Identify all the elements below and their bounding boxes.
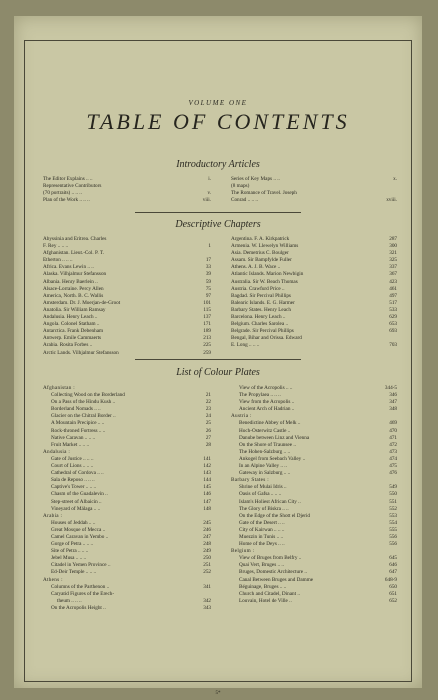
- toc-entry: [43, 321, 211, 328]
- entry-page-number: 300: [389, 243, 397, 250]
- toc-entry: [231, 342, 397, 349]
- entry-title: Assam. Sir Bampfylde Fuller: [231, 257, 292, 264]
- toc-entry: [231, 286, 397, 293]
- toc-entry: [43, 435, 211, 442]
- entry-page-number: 348: [389, 406, 397, 413]
- toc-entry: [43, 470, 211, 477]
- entry-title: Ancient Arch of Hadrian ..: [239, 406, 295, 413]
- toc-entry: [43, 293, 211, 300]
- toc-entry: [43, 271, 211, 278]
- entry-title: Vineyard of Málaga .. ..: [51, 505, 101, 512]
- entry-title: Islam's Holiest African City ..: [239, 498, 301, 505]
- entry-title: Asia. Demetrius C. Boulger: [231, 250, 289, 257]
- entry-page-number: 645: [389, 555, 397, 562]
- entry-title: Captive's Tower .. .. ..: [51, 484, 97, 491]
- toc-entry: [43, 562, 211, 569]
- entry-title: In an Alpine Valley .. ..: [239, 463, 287, 470]
- divider: [135, 212, 301, 213]
- entry-title: Site of Petra .. .. ..: [51, 548, 89, 555]
- toc-entry: [231, 307, 397, 314]
- entry-page-number: 142: [203, 463, 211, 470]
- entry-title: Jebel Musa .. .. ..: [51, 555, 87, 562]
- entry-title: Belgium. Charles Sarolea ..: [231, 321, 289, 328]
- entry-title: Series of Key Maps .. ..: [231, 176, 280, 182]
- entry-title: Gateway in Salzburg .. ..: [239, 470, 291, 477]
- entry-title: Louvain, Hotel de Ville ..: [239, 597, 292, 604]
- entry-page-number: 474: [389, 455, 397, 462]
- intro-right-column: [231, 176, 397, 204]
- entry-title: Béguinage, Bruges .. ..: [239, 583, 287, 590]
- entry-title: Alaska. Vilhjalmur Stefansson: [43, 271, 107, 278]
- entry-title: Belgrade. Sir Percival Phillips: [231, 328, 294, 335]
- entry-page-number: 252: [203, 569, 211, 576]
- entry-page-number: 59: [205, 278, 211, 285]
- toc-entry: [43, 499, 211, 506]
- entry-title: City of Kairwan .. .. ..: [239, 526, 285, 533]
- entry-title: Hoch-Osterwitz Castle ..: [239, 427, 291, 434]
- entry-title: Benedictine Abbey of Melk ..: [239, 420, 301, 427]
- toc-entry: [231, 335, 397, 342]
- entry-title: Gorge of Petra .. .. ..: [51, 541, 94, 548]
- entry-page-number: 24: [205, 413, 211, 420]
- entry-title: Great Mosque of Mecca ..: [51, 526, 106, 533]
- toc-entry: [43, 555, 211, 562]
- toc-entry: [231, 577, 397, 584]
- entry-page-number: 26: [205, 427, 211, 434]
- entry-title: Collecting Wood on the Borderland: [51, 392, 125, 399]
- entry-page-number: 143: [203, 470, 211, 477]
- toc-entry: [231, 420, 397, 427]
- entry-title: Arabia. Rosita Forbes ..: [43, 342, 93, 349]
- entry-page-number: x.: [393, 176, 397, 182]
- toc-entry: [231, 520, 397, 527]
- entry-page-number: 556: [389, 533, 397, 540]
- entry-page-number: 693: [389, 328, 397, 335]
- toc-group-heading: [43, 449, 211, 456]
- toc-entry: [231, 314, 397, 321]
- toc-entry: [231, 555, 397, 562]
- toc-entry: [43, 413, 211, 420]
- entry-page-number: 343: [203, 604, 211, 611]
- toc-entry: [43, 605, 211, 612]
- plates-right-column: [231, 385, 397, 605]
- entry-title: Camel Caravan in Yembo ..: [51, 533, 109, 540]
- toc-entry: [43, 406, 211, 413]
- entry-page-number: 549: [389, 484, 397, 491]
- entry-page-number: 21: [205, 392, 211, 399]
- entry-page-number: 141: [203, 455, 211, 462]
- entry-page-number: 146: [203, 491, 211, 498]
- entry-page-number: 225: [203, 342, 211, 349]
- entry-title: Abyssinia and Eritrea. Charles: [43, 236, 107, 242]
- entry-title: On a Pass of the Hindu Kush ..: [51, 399, 116, 406]
- entry-title: Barbary States :: [231, 477, 269, 484]
- entry-page-number: 497: [389, 292, 397, 299]
- entry-page-number: 101: [203, 299, 211, 306]
- entry-page-number: 144: [203, 477, 211, 484]
- entry-title: Chasm of the Guadalevin ..: [51, 491, 108, 498]
- toc-entry: [43, 350, 211, 357]
- entry-title: Home of the Deys .. ..: [239, 541, 285, 548]
- plates-left-column: [43, 385, 211, 612]
- entry-title: Afghanistan. Lieut.-Col. P. T.: [43, 250, 104, 257]
- toc-entry: [43, 335, 211, 342]
- entry-title: Athens :: [43, 576, 63, 583]
- toc-entry: [43, 491, 211, 498]
- entry-page-number: 347: [389, 399, 397, 406]
- toc-entry: [43, 520, 211, 527]
- page-mark: 5*: [215, 691, 221, 696]
- entry-title: Anatolia. Sir William Ramsay: [43, 306, 106, 313]
- entry-title: F. Rey .. .. ..: [43, 243, 69, 250]
- toc-entry: [43, 456, 211, 463]
- entry-title: Borderland Nomads .. ..: [51, 406, 101, 413]
- entry-page-number: 648-9: [384, 576, 397, 583]
- toc-entry: [231, 264, 397, 271]
- entry-page-number: 647: [389, 569, 397, 576]
- entry-page-number: 27: [205, 434, 211, 441]
- book-page: [14, 16, 422, 696]
- entry-page-number: 251: [203, 562, 211, 569]
- entry-title: theum .. .. ..: [57, 597, 82, 604]
- toc-entry: [231, 190, 397, 197]
- entry-page-number: 247: [203, 533, 211, 540]
- toc-entry: [231, 562, 397, 569]
- entry-page-number: 1: [208, 243, 211, 250]
- toc-entry: [231, 300, 397, 307]
- entry-title: Conrad .. .. ..: [231, 197, 258, 204]
- toc-entry: [231, 449, 397, 456]
- toc-entry: [231, 442, 397, 449]
- toc-entry: [43, 236, 211, 243]
- entry-page-number: 115: [203, 306, 211, 313]
- toc-entry: [231, 197, 397, 204]
- entry-page-number: 556: [389, 541, 397, 548]
- entry-title: The Editor Explains .. ..: [43, 176, 93, 182]
- entry-page-number: 554: [389, 519, 397, 526]
- entry-title: Africa. Evans Lewin .. ..: [43, 264, 94, 271]
- entry-title: Caryatid Figures of the Erech-: [51, 590, 115, 597]
- entry-page-number: 652: [389, 597, 397, 604]
- toc-entry: [43, 598, 211, 605]
- entry-title: On the Acropolis Height ..: [51, 604, 106, 611]
- entry-title: Representative Contributors: [43, 183, 102, 190]
- entry-title: Native Caravan .. .. ..: [51, 434, 96, 441]
- toc-entry: [231, 499, 397, 506]
- toc-entry: [231, 541, 397, 548]
- toc-entry: [43, 428, 211, 435]
- entry-title: Quai Vert, Bruges .. ..: [239, 562, 284, 569]
- entry-page-number: 703: [389, 342, 397, 349]
- entry-title: Austria. Crawfurd Price ..: [231, 285, 285, 292]
- entry-title: Gate of the Desert .. ..: [239, 519, 285, 526]
- entry-page-number: 337: [389, 264, 397, 271]
- descriptive-right-column: [231, 236, 397, 350]
- entry-title: Australia. Sir W. Beach Thomas: [231, 278, 298, 285]
- entry-title: Alsace-Lorraine. Percy Allen: [43, 285, 104, 292]
- toc-entry: [43, 197, 211, 204]
- entry-page-number: 321: [389, 250, 397, 257]
- entry-title: Barbary States. Henry Leach: [231, 306, 291, 313]
- entry-title: Fruit Market .. .. ..: [51, 441, 90, 448]
- toc-entry: [43, 527, 211, 534]
- entry-page-number: 650: [389, 583, 397, 590]
- entry-page-number: 287: [389, 236, 397, 242]
- toc-entry: [231, 584, 397, 591]
- page-title: TABLE OF CONTENTS: [86, 109, 350, 134]
- entry-title: Arctic Lands. Vilhjalmur Stefansson: [43, 349, 119, 356]
- entry-page-number: 341: [203, 583, 211, 590]
- entry-page-number: 555: [389, 526, 397, 533]
- entry-page-number: i.: [208, 176, 211, 182]
- toc-entry: [231, 569, 397, 576]
- entry-page-number: v.: [207, 190, 211, 197]
- descriptive-left-column: [43, 236, 211, 357]
- entry-title: Argentina. F. A. Kirkpatrick: [231, 236, 290, 242]
- toc-entry: [43, 279, 211, 286]
- toc-entry: [43, 399, 211, 406]
- entry-title: Shrine of Mulai Idris ..: [239, 484, 287, 491]
- entry-title: Andalusia :: [43, 448, 71, 455]
- entry-page-number: xviii.: [386, 197, 397, 204]
- entry-title: Canal Between Bruges and Damme: [239, 576, 314, 583]
- toc-entry: [43, 300, 211, 307]
- entry-title: Bruges, Domestic Architecture ..: [239, 569, 307, 576]
- entry-page-number: 137: [203, 314, 211, 321]
- entry-page-number: viii.: [202, 197, 211, 204]
- entry-title: Belgium :: [231, 548, 255, 555]
- entry-title: Antarctica. Frank Debenham: [43, 328, 104, 335]
- entry-page-number: 346: [389, 392, 397, 399]
- toc-entry: [231, 463, 397, 470]
- entry-page-number: 246: [203, 526, 211, 533]
- toc-entry: [231, 328, 397, 335]
- entry-title: Ankogel from Seebach Valley ..: [239, 455, 306, 462]
- entry-page-number: 325: [389, 257, 397, 264]
- toc-entry: [231, 321, 397, 328]
- entry-page-number: 629: [389, 314, 397, 321]
- toc-entry: [231, 243, 397, 250]
- entry-title: Etherton .. .. ..: [43, 257, 73, 264]
- entry-title: Glacier on the Chitral Border ..: [51, 413, 116, 420]
- entry-title: Oasis of Gafsa .. .. ..: [239, 491, 282, 498]
- entry-title: Sala de Reposo .. .. ..: [51, 477, 95, 484]
- toc-entry: [43, 442, 211, 449]
- toc-entry: [231, 506, 397, 513]
- entry-title: The Romance of Travel. Joseph: [231, 190, 297, 197]
- toc-entry: [43, 584, 211, 591]
- entry-page-number: 342: [203, 597, 211, 604]
- toc-entry: [231, 257, 397, 264]
- entry-title: Cathedral of Cordova .. ..: [51, 470, 104, 477]
- entry-page-number: 97: [205, 292, 211, 299]
- entry-title: Athens. A. J. B. Wace ..: [231, 264, 281, 271]
- entry-page-number: 651: [389, 590, 397, 597]
- toc-entry: [43, 477, 211, 484]
- toc-entry: [231, 236, 397, 243]
- section-heading-introductory: Introductory Articles: [176, 159, 260, 170]
- toc-entry: [43, 569, 211, 576]
- entry-title: Arabia :: [43, 512, 63, 519]
- entry-title: Danube between Linz and Vienna: [239, 434, 310, 441]
- entry-page-number: 28: [205, 441, 211, 448]
- entry-page-number: 423: [389, 278, 397, 285]
- toc-group-heading: [43, 385, 211, 392]
- entry-title: Armenia. W. Llewelyn Williams: [231, 243, 299, 250]
- entry-page-number: 475: [389, 463, 397, 470]
- entry-page-number: 517: [389, 299, 397, 306]
- toc-entry: [43, 534, 211, 541]
- entry-title: Ed-Deir Temple .. .. ..: [51, 569, 97, 576]
- entry-title: Church and Citadel, Dinant ..: [239, 590, 300, 597]
- toc-entry: [231, 428, 397, 435]
- entry-page-number: 249: [203, 548, 211, 555]
- entry-page-number: 469: [389, 420, 397, 427]
- entry-title: Citadel in Yemen Province ..: [51, 562, 111, 569]
- entry-page-number: 245: [203, 519, 211, 526]
- toc-entry: [231, 527, 397, 534]
- entry-title: (8 maps): [231, 183, 250, 190]
- entry-title: Austria :: [231, 413, 252, 420]
- volume-label: VOLUME ONE: [188, 99, 248, 107]
- entry-title: Court of Lions .. .. ..: [51, 463, 94, 470]
- entry-page-number: 551: [389, 498, 397, 505]
- entry-title: A Mountain Precipice .. ..: [51, 420, 105, 427]
- entry-title: View of the Acropolis .. ..: [239, 385, 293, 391]
- entry-title: Antwerp. Emile Cammaerts: [43, 335, 102, 342]
- entry-title: On the Shore of Traunsee ..: [239, 441, 296, 448]
- entry-title: Afghanistan :: [43, 385, 75, 391]
- entry-page-number: 148: [203, 505, 211, 512]
- entry-page-number: 473: [389, 448, 397, 455]
- entry-page-number: 550: [389, 491, 397, 498]
- entry-page-number: 259: [203, 349, 211, 356]
- toc-entry: [231, 176, 397, 183]
- entry-title: America, North. B. C. Wallis: [43, 292, 104, 299]
- entry-title: Balearic Islands. E. G. Harmer: [231, 299, 295, 306]
- toc-entry: [43, 548, 211, 555]
- entry-title: View from the Acropolis ..: [239, 399, 295, 406]
- toc-entry: [231, 271, 397, 278]
- entry-page-number: 250: [203, 555, 211, 562]
- intro-left-column: [43, 176, 211, 204]
- entry-page-number: 17: [205, 257, 211, 264]
- toc-entry: [43, 250, 211, 257]
- entry-title: Plan of the Work .. .. ..: [43, 197, 90, 204]
- entry-page-number: 248: [203, 541, 211, 548]
- toc-entry: [43, 342, 211, 349]
- entry-page-number: 367: [389, 271, 397, 278]
- toc-entry: [231, 591, 397, 598]
- toc-entry: [231, 513, 397, 520]
- divider: [135, 359, 301, 360]
- toc-group-heading: [43, 513, 211, 520]
- toc-entry: [231, 470, 397, 477]
- toc-entry: [43, 176, 211, 183]
- toc-entry: [43, 506, 211, 513]
- entry-title: The Hohen-Salzburg .. ..: [239, 448, 291, 455]
- entry-title: Barcelona. Henry Leach ..: [231, 314, 286, 321]
- entry-page-number: 344-5: [384, 385, 397, 391]
- entry-title: (70 portraits) .. .. ..: [43, 190, 82, 197]
- entry-page-number: 646: [389, 562, 397, 569]
- toc-entry: [43, 307, 211, 314]
- entry-page-number: 476: [389, 470, 397, 477]
- entry-page-number: 75: [205, 285, 211, 292]
- toc-entry: [231, 293, 397, 300]
- entry-title: Amsterdam. Dr. J. Moerjan-de-Groot: [43, 299, 121, 306]
- entry-page-number: 147: [203, 498, 211, 505]
- section-heading-descriptive: Descriptive Chapters: [175, 219, 261, 230]
- toc-entry: [43, 286, 211, 293]
- toc-entry: [43, 328, 211, 335]
- toc-entry: [43, 314, 211, 321]
- toc-entry: [231, 534, 397, 541]
- entry-page-number: 472: [389, 441, 397, 448]
- entry-title: Albania. Henry Baerlein ..: [43, 278, 98, 285]
- entry-page-number: 33: [205, 264, 211, 271]
- entry-title: Bagdad. Sir Percival Phillips: [231, 292, 291, 299]
- entry-page-number: 653: [389, 321, 397, 328]
- entry-page-number: 470: [389, 427, 397, 434]
- entry-page-number: 23: [205, 406, 211, 413]
- toc-entry: [231, 435, 397, 442]
- entry-title: E. Long .. .. ..: [231, 342, 260, 349]
- section-heading-plates: List of Colour Plates: [176, 367, 260, 378]
- entry-title: On the Edge of the Shott el Djerid: [239, 512, 311, 519]
- entry-page-number: 471: [389, 434, 397, 441]
- entry-page-number: 39: [205, 271, 211, 278]
- page-frame: [24, 40, 412, 696]
- entry-title: Rock-throned Fortress .. ..: [51, 427, 106, 434]
- entry-title: Angola. Colonel Statham ..: [43, 321, 100, 328]
- entry-page-number: 25: [205, 420, 211, 427]
- toc-entry: [231, 598, 397, 605]
- entry-title: Step-street of Albaicin ..: [51, 498, 102, 505]
- toc-entry: [231, 456, 397, 463]
- toc-entry: [231, 385, 397, 392]
- toc-entry: [231, 491, 397, 498]
- entry-title: Columns of the Parthenon ..: [51, 583, 110, 590]
- entry-title: Gate of Justice .. .. ..: [51, 455, 94, 462]
- entry-page-number: 461: [389, 285, 397, 292]
- entry-title: The Propylaea .. .. ..: [239, 392, 281, 399]
- entry-page-number: 145: [203, 484, 211, 491]
- entry-page-number: 22: [205, 399, 211, 406]
- entry-page-number: 533: [389, 306, 397, 313]
- toc-group-heading: [43, 577, 211, 584]
- entry-page-number: 553: [389, 512, 397, 519]
- toc-entry: [43, 420, 211, 427]
- entry-title: Atlantic Islands. Marion Newbigin: [231, 271, 304, 278]
- entry-title: Houses of Jeddah .. ..: [51, 519, 96, 526]
- entry-page-number: 552: [389, 505, 397, 512]
- toc-entry: [231, 406, 397, 413]
- toc-entry: [231, 279, 397, 286]
- toc-entry: [43, 591, 211, 598]
- entry-page-number: 171: [203, 321, 211, 328]
- entry-title: Bengal, Bihar and Orissa. Edward: [231, 335, 302, 342]
- entry-title: The Glory of Biskra .. ..: [239, 505, 289, 512]
- entry-page-number: 189: [203, 328, 211, 335]
- entry-page-number: 213: [203, 335, 211, 342]
- entry-title: Muezzin in Tunis .. ..: [239, 533, 284, 540]
- entry-title: View of Bruges from Belfry ..: [239, 555, 302, 562]
- entry-title: Andalusia. Henry Leach ..: [43, 314, 98, 321]
